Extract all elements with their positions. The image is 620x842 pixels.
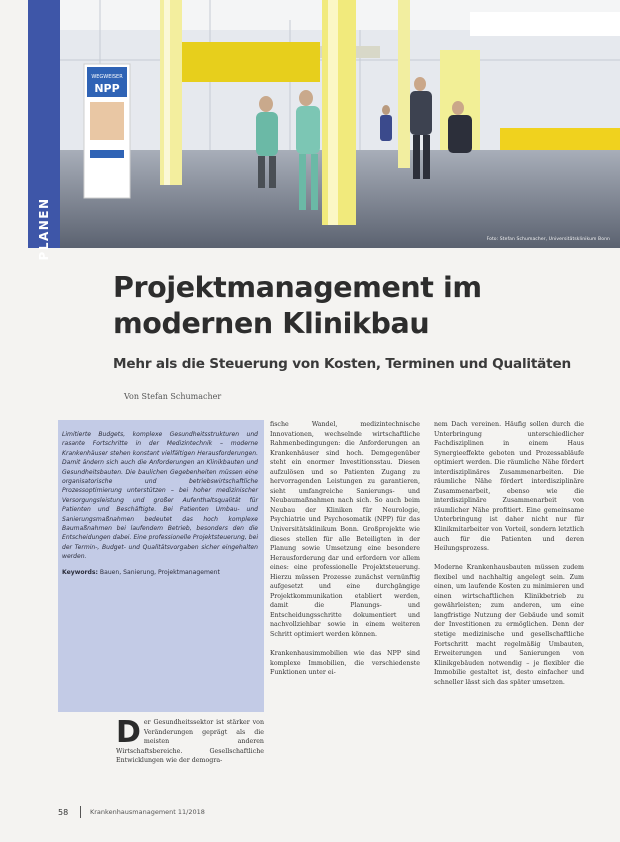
photo-credit: Foto: Stefan Schumacher, Universitätsklinikum Bonn: [486, 237, 610, 242]
column2-paragraph: fische Wandel, medizintechnische Innovationen, wechselnde wirtschaftliche Rahmenbedingungen: die Anforderungen an Krankenhäuser sind hoch. Demgegenüber steht ein enormer Investitionsstau. Diesen aufzulösen und so Patienten Zugang zu hervorragenden Leistungen zu garantieren, sieht umfangreiche Sanierungs- und Neubaumaßnahmen nach sich. So auch beim Neubau der Kliniken für Neurologie, Psychiatrie und Psychosomatik (NPP) für das Universitätsklinikum Bonn. Großprojekte wie dieses stellen für alle Beteiligten in der Planung sowie Umsetzung eine besondere Herausforderung dar und erfordern vor allem eines: eine professionelle Projektsteuerung. Hierzu müssen Prozesse zunächst vernünftig aufgesetzt und eine durchgängige Projektkommunikation etabliert werden, damit die Planungs- und Entscheidungsschritte dokumentiert und nachvollziehbar sowie in einem weiteren Schritt optimiert werden können.: [270, 421, 420, 639]
body-column-3: [434, 420, 584, 697]
article-title: Projektmanagement im modernen Klinikbau: [113, 271, 482, 340]
abstract-text: Limitierte Budgets, komplexe Gesundheitsstrukturen und rasante Fortschritte in der Medizintechnik – moderne Krankenhäuser stehen konstant vielfältigen Herausforderungen. Damit ändern sich auch die Anforderungen an Klinikbauten und Gesundheitsbauten. Die baulichen Gegebenheiten müssen eine organisatorische und betriebswirtschaftliche Prozessoptimierung unterstützen – bei hoher medizinischer Versorgungsleistung und großer Aufenthaltsqualität für Patienten und Beschäftigte. Bei Patienten Umbau- und Sanierungsmaßnahmen bedeutet das hoch komplexe Baumaßnahmen bei laufendem Betrieb, besonders den die Entscheidungen dabei. Eine professionelle Projektsteuerung, bei der Termin-, Budget- und Qualitätsvorgaben sicher eingehalten werden.: [62, 431, 258, 561]
banner-line2: NPP: [94, 82, 120, 95]
drop-cap: D: [116, 715, 141, 750]
hospital-lobby-illustration: [60, 0, 620, 248]
article-photo: [60, 0, 620, 248]
article-subtitle: Mehr als die Steuerung von Kosten, Terminen und Qualitäten: [113, 356, 571, 372]
abstract-box: [58, 420, 264, 712]
keywords-value: Bauen, Sanierung, Projektmanagement: [99, 568, 220, 576]
banner-line1: WEGWEISER: [91, 74, 123, 80]
intro-paragraph: [116, 715, 264, 766]
column2-paragraph: Krankenhausimmobilien wie das NPP sind komplexe Immobilien, die verschiedenste Funktionen unter ei-: [270, 650, 420, 677]
section-tab: PLANEN: [28, 0, 60, 248]
page-number: 58: [58, 808, 69, 817]
article-author: Von Stefan Schumacher: [124, 392, 222, 401]
body-column-2: [270, 420, 420, 687]
magazine-name: Krankenhausmanagement 11/2018: [90, 808, 205, 816]
keywords: [62, 568, 258, 577]
footer-divider: [80, 806, 81, 818]
keywords-label: Keywords:: [62, 568, 98, 576]
column3-paragraph: Moderne Krankenhausbauten müssen zudem flexibel und nachhaltig angelegt sein. Zum einen, um laufende Kosten zu minimieren und einen wirtschaftlichen Klinikbetrieb zu gewährleisten; zum anderen, um eine langfristige Nutzung der Gebäude und somit der Investitionen zu ermöglichen. Denn der stetige medizinische und gesellschaftliche Fortschritt macht regelmäßig Umbauten, Erweiterungen und Sanierungen von Klinikgebäuden notwendig – je flexibler die Immobilie gestaltet ist, desto einfacher und schneller lässt sich das später umsetzen.: [434, 564, 584, 686]
intro-text: er Gesundheitssektor ist stärker von Veränderungen geprägt als die meisten anderen Wirtschaftsbereiche. Gesellschaftliche Entwicklungen wie der demogra-: [116, 719, 264, 765]
column3-paragraph: nem Dach vereinen. Häufig sollen durch die Unterbringung unterschiedlicher Fachdisziplinen in einem Haus Synergieeffekte geboten und Prozessabläufe optimiert werden. Die räumliche Nähe fördert interdisziplinäres Zusammenarbeiten. Die räumliche Nähe fördert interdisziplinäre Zusammenarbeit, ebenso wie die interdisziplinäre Zusammenarbeit von räumlicher Nähe profitiert. Eine gemeinsame Unterbringung ist daher nicht nur für Klinikmitarbeiter von Vorteil, sondern letztlich auch für die Patienten und deren Heilungsprozess.: [434, 421, 584, 553]
